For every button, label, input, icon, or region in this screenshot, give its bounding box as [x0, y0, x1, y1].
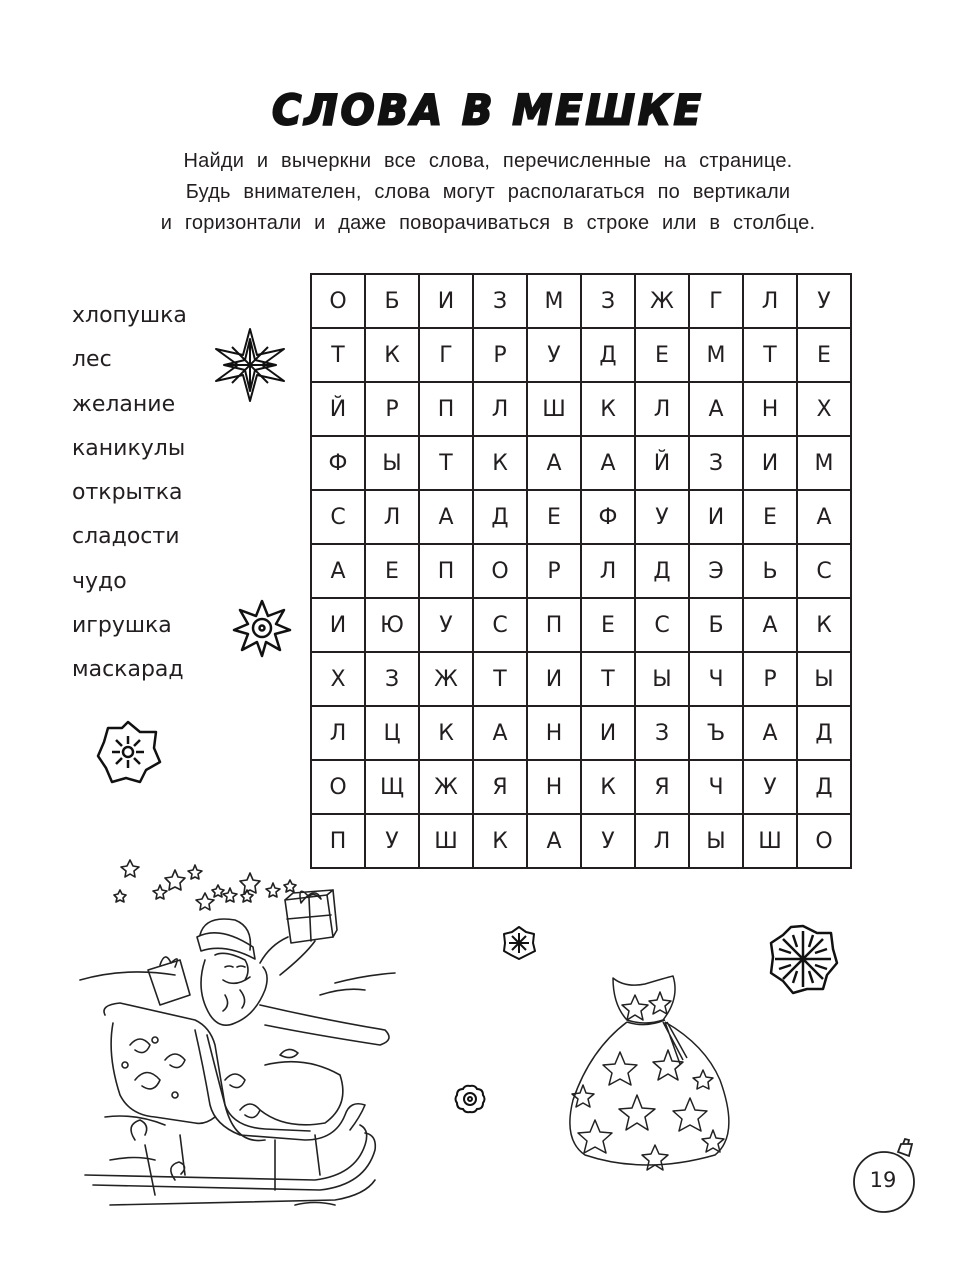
grid-cell[interactable]: Н: [527, 760, 581, 814]
grid-cell[interactable]: Д: [797, 706, 851, 760]
word-list-item: чудо: [72, 568, 127, 594]
grid-cell[interactable]: С: [635, 598, 689, 652]
grid-cell[interactable]: Л: [311, 706, 365, 760]
grid-cell[interactable]: Ж: [635, 274, 689, 328]
grid-cell[interactable]: А: [419, 490, 473, 544]
grid-cell[interactable]: Ж: [419, 760, 473, 814]
grid-row: [311, 760, 851, 814]
grid-cell[interactable]: М: [689, 328, 743, 382]
grid-cell[interactable]: Ы: [365, 436, 419, 490]
grid-cell[interactable]: Е: [743, 490, 797, 544]
grid-cell[interactable]: Д: [635, 544, 689, 598]
grid-cell[interactable]: Ю: [365, 598, 419, 652]
grid-cell[interactable]: А: [581, 436, 635, 490]
grid-cell[interactable]: Д: [581, 328, 635, 382]
grid-cell[interactable]: Т: [743, 328, 797, 382]
grid-cell[interactable]: Й: [635, 436, 689, 490]
snowflake-icon: [210, 325, 290, 405]
word-list-item: открытка: [72, 480, 183, 506]
grid-cell[interactable]: Л: [635, 814, 689, 868]
word-list-item: хлопушка: [72, 303, 187, 328]
grid-cell[interactable]: Е: [635, 328, 689, 382]
grid-cell[interactable]: А: [311, 544, 365, 598]
grid-cell[interactable]: Я: [635, 760, 689, 814]
grid-cell[interactable]: З: [689, 436, 743, 490]
snowflake-icon: [94, 718, 162, 786]
grid-cell[interactable]: Е: [527, 490, 581, 544]
grid-cell[interactable]: Ш: [743, 814, 797, 868]
word-list-item: каникулы: [72, 435, 186, 461]
snowflake-icon: [501, 925, 537, 961]
grid-cell[interactable]: С: [797, 544, 851, 598]
grid-cell[interactable]: Ъ: [689, 706, 743, 760]
grid-cell[interactable]: Г: [419, 328, 473, 382]
grid-cell[interactable]: А: [743, 706, 797, 760]
grid-cell[interactable]: З: [365, 652, 419, 706]
santa-sleigh-illustration: [65, 855, 405, 1215]
grid-cell[interactable]: О: [311, 760, 365, 814]
grid-cell[interactable]: К: [419, 706, 473, 760]
grid-cell[interactable]: Р: [527, 544, 581, 598]
grid-cell[interactable]: П: [311, 814, 365, 868]
word-list-item: желание: [72, 391, 176, 417]
grid-row: [311, 706, 851, 760]
grid-cell[interactable]: Ч: [689, 760, 743, 814]
grid-cell[interactable]: Й: [311, 382, 365, 436]
grid-cell[interactable]: Т: [581, 652, 635, 706]
grid-cell[interactable]: Н: [527, 706, 581, 760]
grid-cell[interactable]: Р: [365, 382, 419, 436]
grid-cell[interactable]: О: [797, 814, 851, 868]
grid-cell[interactable]: Л: [635, 382, 689, 436]
grid-cell[interactable]: И: [419, 274, 473, 328]
grid-cell[interactable]: Я: [473, 760, 527, 814]
grid-cell[interactable]: А: [527, 814, 581, 868]
grid-cell[interactable]: И: [689, 490, 743, 544]
snowflake-icon: [453, 1083, 487, 1115]
grid-cell[interactable]: К: [473, 436, 527, 490]
grid-cell[interactable]: П: [419, 544, 473, 598]
grid-cell[interactable]: Г: [689, 274, 743, 328]
word-list: [72, 300, 187, 699]
grid-row: [311, 544, 851, 598]
page-number: 19: [869, 1168, 897, 1192]
grid-cell[interactable]: И: [743, 436, 797, 490]
grid-cell[interactable]: У: [365, 814, 419, 868]
instruction-line-2: Будь внимателен, слова могут располагаться по вертикали: [185, 181, 791, 203]
grid-cell[interactable]: Ж: [419, 652, 473, 706]
grid-cell[interactable]: Н: [743, 382, 797, 436]
grid-cell[interactable]: Б: [689, 598, 743, 652]
grid-cell[interactable]: У: [581, 814, 635, 868]
instruction-line-3: и горизонтали и даже поворачиваться в строке или в столбце.: [160, 212, 816, 234]
grid-row: [311, 382, 851, 436]
grid-cell[interactable]: М: [797, 436, 851, 490]
grid-cell[interactable]: Д: [797, 760, 851, 814]
grid-cell[interactable]: У: [743, 760, 797, 814]
grid-cell[interactable]: Р: [473, 328, 527, 382]
grid-cell[interactable]: Е: [581, 598, 635, 652]
grid-cell[interactable]: Т: [473, 652, 527, 706]
grid-cell[interactable]: А: [743, 598, 797, 652]
grid-cell[interactable]: Ч: [689, 652, 743, 706]
grid-cell[interactable]: Е: [365, 544, 419, 598]
word-list-item: лес: [72, 347, 112, 373]
word-list-item: сладости: [72, 524, 180, 550]
grid-cell[interactable]: З: [581, 274, 635, 328]
grid-cell[interactable]: Л: [473, 382, 527, 436]
grid-cell[interactable]: З: [473, 274, 527, 328]
grid-cell[interactable]: К: [473, 814, 527, 868]
grid-cell[interactable]: А: [797, 490, 851, 544]
grid-row: [311, 274, 851, 328]
grid-cell[interactable]: Ц: [365, 706, 419, 760]
grid-cell[interactable]: Ы: [797, 652, 851, 706]
grid-cell[interactable]: У: [527, 328, 581, 382]
grid-cell[interactable]: А: [473, 706, 527, 760]
grid-cell[interactable]: Х: [311, 652, 365, 706]
grid-cell[interactable]: К: [581, 382, 635, 436]
instruction-line-1: Найди и вычеркни все слова, перечисленные на странице.: [183, 150, 793, 172]
grid-cell[interactable]: О: [473, 544, 527, 598]
grid-cell[interactable]: И: [311, 598, 365, 652]
grid-cell[interactable]: Л: [581, 544, 635, 598]
grid-cell[interactable]: Л: [743, 274, 797, 328]
word-list-item: маскарад: [72, 657, 184, 683]
grid-row: [311, 598, 851, 652]
grid-cell[interactable]: У: [635, 490, 689, 544]
grid-cell[interactable]: Т: [419, 436, 473, 490]
grid-cell[interactable]: Х: [797, 382, 851, 436]
grid-cell[interactable]: И: [581, 706, 635, 760]
grid-cell[interactable]: Ш: [527, 382, 581, 436]
grid-cell[interactable]: К: [581, 760, 635, 814]
grid-cell[interactable]: Ы: [635, 652, 689, 706]
grid-cell[interactable]: И: [527, 652, 581, 706]
grid-cell[interactable]: С: [473, 598, 527, 652]
grid-cell[interactable]: Ь: [743, 544, 797, 598]
grid-cell[interactable]: К: [365, 328, 419, 382]
grid-cell[interactable]: Д: [473, 490, 527, 544]
grid-row: [311, 328, 851, 382]
grid-cell[interactable]: А: [689, 382, 743, 436]
grid-cell[interactable]: Ы: [689, 814, 743, 868]
grid-cell[interactable]: Т: [311, 328, 365, 382]
grid-cell[interactable]: А: [527, 436, 581, 490]
grid-cell[interactable]: У: [797, 274, 851, 328]
grid-cell[interactable]: К: [797, 598, 851, 652]
grid-cell[interactable]: Ф: [311, 436, 365, 490]
grid-row: [311, 490, 851, 544]
grid-row: [311, 436, 851, 490]
grid-cell[interactable]: П: [419, 382, 473, 436]
star-icon: [114, 860, 296, 910]
grid-cell[interactable]: З: [635, 706, 689, 760]
grid-cell[interactable]: Р: [743, 652, 797, 706]
grid-cell[interactable]: Ф: [581, 490, 635, 544]
grid-cell[interactable]: Е: [797, 328, 851, 382]
grid-cell[interactable]: Л: [365, 490, 419, 544]
grid-cell[interactable]: М: [527, 274, 581, 328]
grid-cell[interactable]: С: [311, 490, 365, 544]
grid-cell[interactable]: Щ: [365, 760, 419, 814]
grid-cell[interactable]: О: [311, 274, 365, 328]
word-search-grid: [310, 273, 852, 869]
snowflake-icon: [232, 598, 292, 658]
grid-cell[interactable]: Б: [365, 274, 419, 328]
snowflake-icon: [767, 923, 839, 995]
page-title: СЛОВА В МЕШКЕ: [272, 86, 704, 136]
grid-cell[interactable]: П: [527, 598, 581, 652]
grid-row: [311, 652, 851, 706]
grid-cell[interactable]: Ш: [419, 814, 473, 868]
star-icon: [572, 992, 724, 1170]
word-list-item: игрушка: [72, 613, 172, 639]
grid-cell[interactable]: У: [419, 598, 473, 652]
gift-bag-illustration: [555, 970, 735, 1175]
grid-cell[interactable]: Э: [689, 544, 743, 598]
